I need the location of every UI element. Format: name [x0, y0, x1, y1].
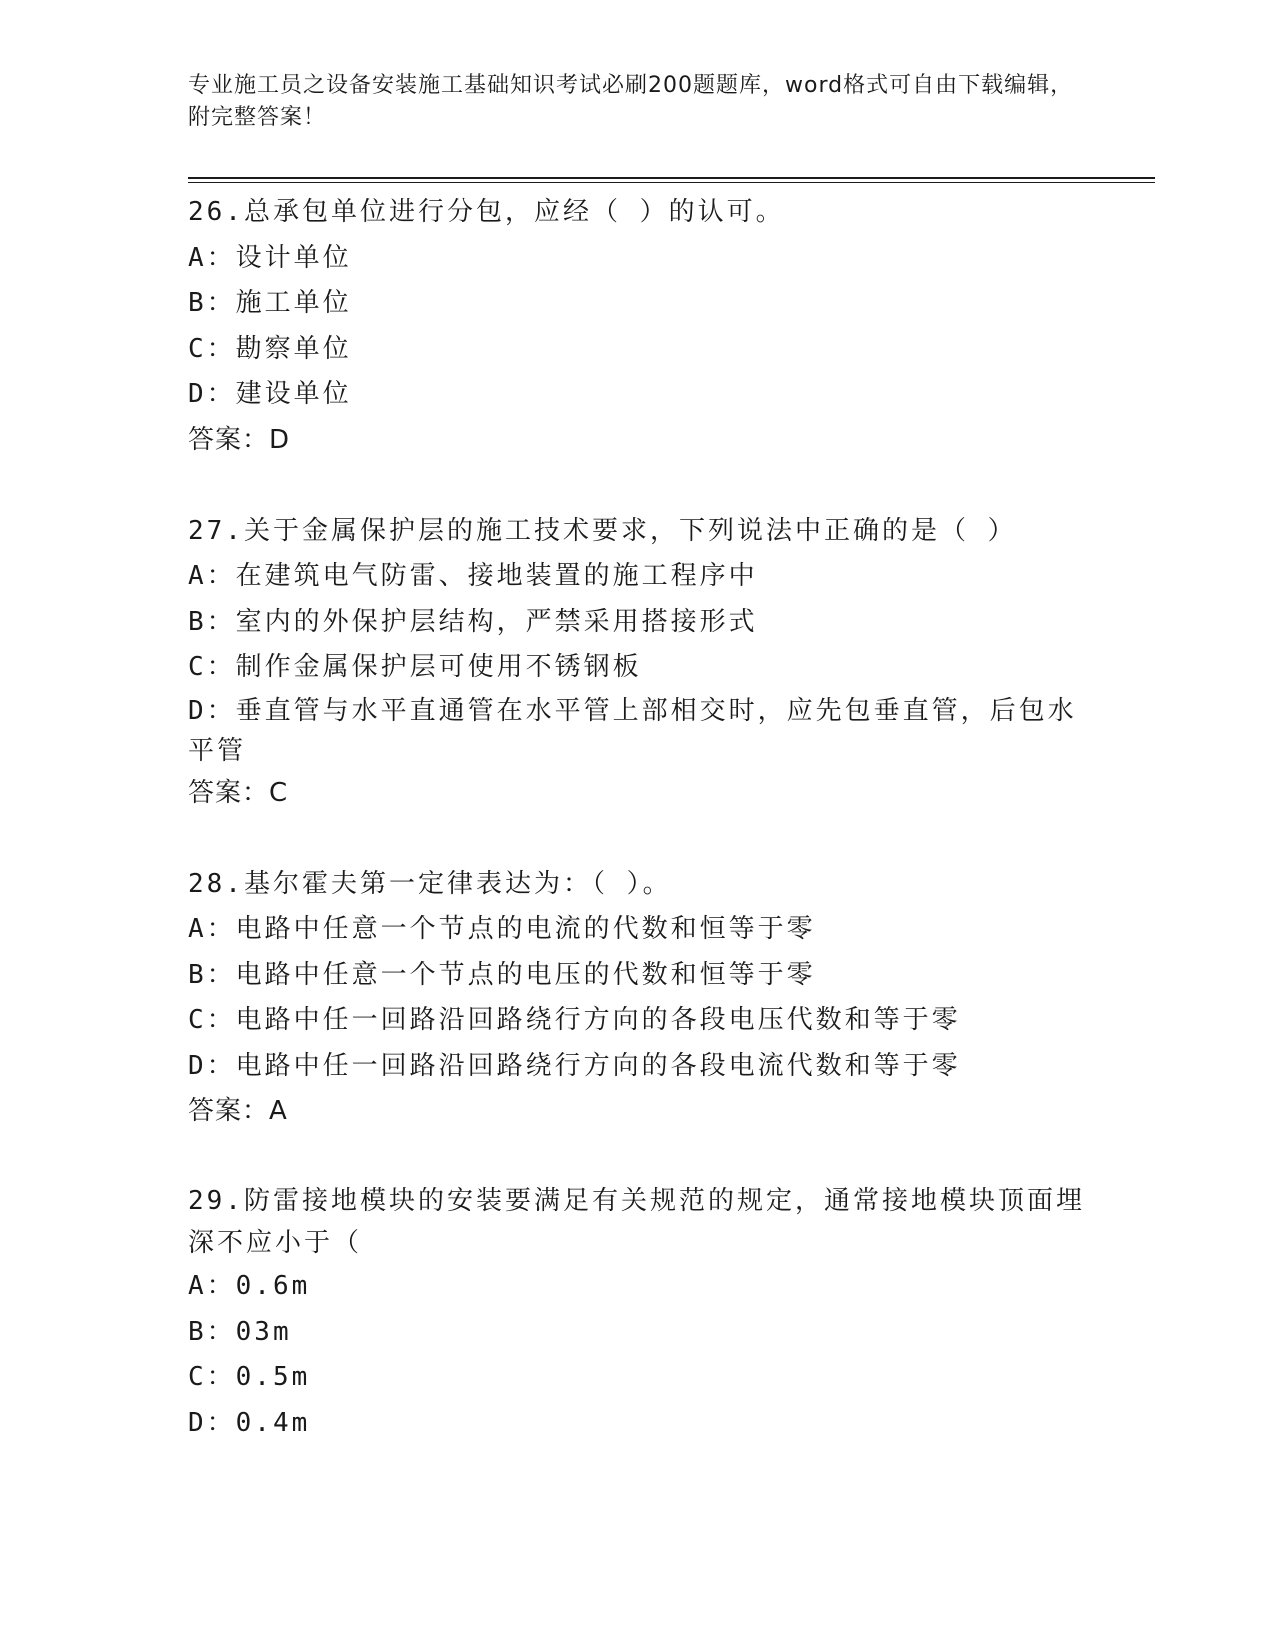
spacer	[188, 816, 1088, 862]
question-28	[188, 862, 1088, 1181]
option-a: A：在建筑电气防雷、接地装置的施工程序中	[188, 561, 758, 591]
option-c: C：勘察单位	[188, 333, 352, 364]
spacer	[188, 1135, 1088, 1181]
header-divider-thick	[188, 177, 1155, 179]
question-stem: 26.总承包单位进行分包，应经（ ）的认可。	[188, 197, 785, 227]
question-stem: 29.防雷接地模块的安装要满足有关规范的规定，通常接地模块顶面埋深不应小于（	[188, 1186, 1085, 1258]
option-d: D：电路中任一回路沿回路绕行方向的各段电流代数和等于零	[188, 1050, 961, 1081]
answer	[188, 771, 1088, 817]
answer	[188, 1089, 1088, 1135]
question-list	[188, 190, 1088, 1446]
spacer	[188, 463, 1088, 509]
option-a: A：设计单位	[188, 242, 352, 273]
answer-value: D	[269, 424, 291, 455]
question-stem: 27.关于金属保护层的施工技术要求，下列说法中正确的是（ ）	[188, 515, 1017, 546]
option-d: D：0.4m	[188, 1407, 311, 1438]
option-a: A：电路中任意一个节点的电流的代数和恒等于零	[188, 914, 816, 944]
option-b: B：03m	[188, 1316, 292, 1347]
question-26	[188, 190, 1088, 509]
answer-value: C	[269, 777, 289, 808]
option-a: A：0.6m	[188, 1271, 311, 1301]
option-b: B：施工单位	[188, 288, 352, 318]
document-header: 专业施工员之设备安装施工基础知识考试必刷200题题库，word格式可自由下载编辑，附完整答案！	[188, 73, 1074, 130]
option-c: C：制作金属保护层可使用不锈钢板	[188, 652, 642, 682]
option-c: C：电路中任一回路沿回路绕行方向的各段电压代数和等于零	[188, 1005, 961, 1035]
header-divider-thin	[188, 182, 1155, 183]
question-stem: 28.基尔霍夫第一定律表达为：（ ）。	[188, 868, 672, 899]
option-d: D：建设单位	[188, 379, 352, 409]
answer-prefix: 答案：	[188, 777, 270, 808]
answer-prefix: 答案：	[188, 424, 270, 455]
question-27	[188, 509, 1088, 862]
option-d: D：垂直管与水平直通管在水平管上部相交时，应先包垂直管，后包水平管	[188, 695, 1077, 766]
answer	[188, 418, 1088, 464]
answer-value: A	[269, 1096, 288, 1126]
answer-prefix: 答案：	[188, 1096, 270, 1126]
option-b: B：电路中任意一个节点的电压的代数和恒等于零	[188, 959, 816, 990]
option-b: B：室内的外保护层结构，严禁采用搭接形式	[188, 606, 758, 637]
question-29	[188, 1180, 1088, 1446]
option-c: C：0.5m	[188, 1362, 311, 1392]
